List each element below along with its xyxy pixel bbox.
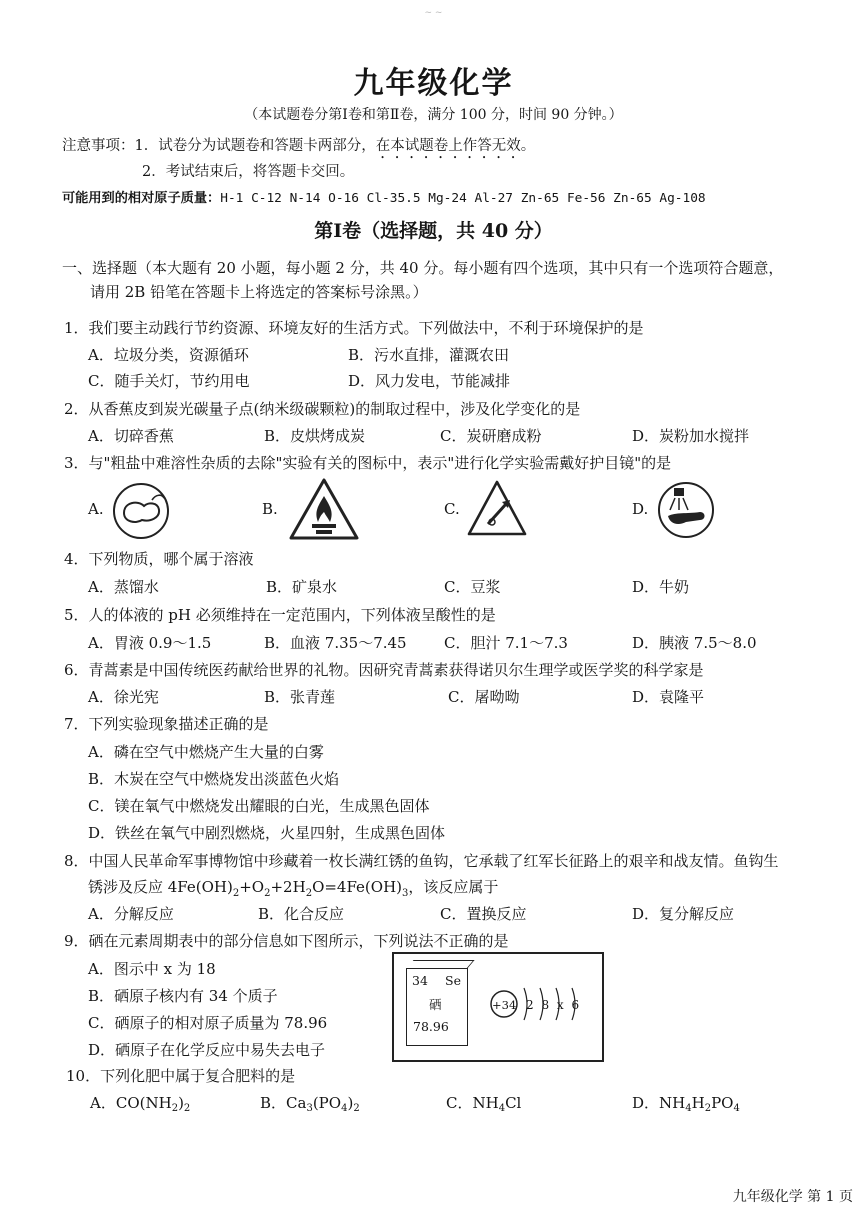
note-2: 2．考试结束后，将答题卡交回。	[142, 164, 355, 180]
q7-option-c: C．镁在氧气中燃烧发出耀眼的白光，生成黑色固体	[88, 797, 430, 815]
q10-a-label: A．	[90, 1094, 116, 1112]
q6-option-b: B．张青莲	[264, 688, 336, 706]
hand-wash-icon	[112, 482, 170, 540]
element-name: 硒	[429, 997, 442, 1012]
q7-option-a: A．磷在空气中燃烧产生大量的白雾	[88, 743, 324, 761]
q3-option-b: B.	[262, 500, 278, 518]
q8-option-d: D．复分解反应	[632, 905, 735, 923]
q2-option-b: B．皮烘烤成炭	[264, 427, 366, 445]
q4-option-b: B．矿泉水	[266, 578, 338, 596]
page-footer: 九年级化学 第 1 页	[732, 1189, 853, 1205]
notes-line-1	[62, 134, 535, 162]
safety-goggles-icon	[656, 480, 716, 540]
section-intro-2: 请用 2B 铅笔在答题卡上将选定的答案标号涂黑。）	[90, 283, 428, 301]
q2-option-c: C．炭研磨成粉	[440, 427, 542, 445]
q1-option-c: C．随手关灯，节约用电	[88, 372, 250, 390]
question-4-stem: 4．下列物质，哪个属于溶液	[64, 550, 254, 568]
note-1-text: 1．试卷分为试题卷和答题卡两部分，	[134, 138, 376, 154]
q8-option-c: C．置换反应	[440, 905, 527, 923]
q3-option-a: A.	[88, 500, 104, 518]
q7-option-b: B．木炭在空气中燃烧发出淡蓝色火焰	[88, 770, 340, 788]
q2-option-d: D．炭粉加水搅拌	[632, 427, 750, 445]
note-1-end: 。	[520, 138, 536, 154]
q9-option-a: A．图示中 x 为 18	[88, 960, 216, 978]
sharp-objects-warning-icon	[466, 478, 528, 538]
question-8-stem-2: 锈涉及反应 $4Fe(OH)_2+O_2+2H_2O=4Fe(OH)_3$，该反应属于	[88, 878, 499, 899]
q9-option-c: C．硒原子的相对原子质量为 78.96	[88, 1014, 328, 1032]
notes-label: 注意事项：	[62, 138, 135, 154]
q4-option-d: D．牛奶	[632, 578, 690, 596]
q9-option-b: B．硒原子核内有 34 个质子	[88, 987, 278, 1005]
q1-option-b: B．污水直排，灌溉农田	[348, 346, 510, 364]
selenium-figure	[392, 952, 604, 1062]
q3-option-d: D.	[632, 500, 649, 518]
atomic-mass-label: 可能用到的相对原子质量：	[62, 191, 221, 206]
section-intro-1: 一、选择题（本大题有 20 小题，每小题 2 分，共 40 分。每小题有四个选项，其中只有一个选项符合题意，	[62, 259, 784, 277]
q3-option-c: C.	[444, 500, 460, 518]
q6-option-d: D．袁隆平	[632, 688, 705, 706]
q6-option-c: C．屠呦呦	[448, 688, 520, 706]
question-10-stem: 10．下列化肥中属于复合肥料的是	[66, 1067, 296, 1085]
atomic-number: 34	[412, 973, 428, 988]
exam-subtitle: （本试题卷分第Ⅰ卷和第Ⅱ卷，满分 100 分，时间 90 分钟。）	[244, 107, 623, 123]
atomic-mass: 78.96	[413, 1019, 449, 1034]
note-1-emphasis: 在本试题卷上作答无效	[375, 138, 521, 154]
question-7-stem: 7．下列实验现象描述正确的是	[64, 715, 269, 733]
q1-option-d: D．风力发电，节能减排	[348, 372, 511, 390]
section-title: 第Ⅰ卷（选择题，共 40 分）	[314, 220, 553, 242]
q10-option-a: A．$CO(NH_2)_2$	[90, 1094, 191, 1114]
nucleus-charge: +34	[492, 998, 517, 1012]
q8-stem-post: ，该反应属于	[408, 878, 499, 896]
question-2-stem: 2．从香蕉皮到炭光碳量子点(纳米级碳颗粒)的制取过程中，涉及化学变化的是	[64, 400, 581, 418]
q6-option-a: A．徐光宪	[88, 688, 159, 706]
q5-option-a: A．胃液 0.9～1.5	[88, 634, 212, 652]
atomic-mass-values: H-1 C-12 N-14 O-16 Cl-35.5 Mg-24 Al-27 Zn-65 Fe-56 Zn-65 Ag-108	[220, 191, 706, 206]
q10-option-b: B．$Ca_3(PO_4)_2$	[260, 1094, 360, 1114]
q4-option-a: A．蒸馏水	[88, 578, 159, 596]
q2-option-a: A．切碎香蕉	[88, 427, 174, 445]
q8-option-b: B．化合反应	[258, 905, 345, 923]
q4-option-c: C．豆浆	[444, 578, 501, 596]
q8-option-a: A．分解反应	[88, 905, 174, 923]
q8-stem-pre: 锈涉及反应 4Fe(OH)	[88, 878, 233, 896]
q9-option-d: D．硒原子在化学反应中易失去电子	[88, 1041, 326, 1059]
q5-option-c: C．胆汁 7.1～7.3	[444, 634, 568, 652]
open-flame-warning-icon	[288, 476, 360, 542]
q10-b-label: B．	[260, 1094, 287, 1112]
q5-option-b: B．血液 7.35～7.45	[264, 634, 407, 652]
periodic-table-cell	[406, 968, 468, 1046]
scan-mark: ~ ~	[424, 8, 443, 18]
electron-shells: 2 8 x 6	[526, 998, 582, 1012]
element-symbol: Se	[445, 973, 461, 988]
question-3-stem: 3．与"粗盐中难溶性杂质的去除"实验有关的图标中，表示"进行化学实验需戴好护目镜"的是	[64, 454, 672, 472]
q7-option-d: D．铁丝在氧气中剧烈燃烧，火星四射，生成黑色固体	[88, 824, 446, 842]
question-5-stem: 5．人的体液的 pH 必须维持在一定范围内，下列体液呈酸性的是	[64, 606, 496, 624]
q10-c-label: C．	[446, 1094, 473, 1112]
q10-d-label: D．	[632, 1094, 660, 1112]
question-9-stem: 9．硒在元素周期表中的部分信息如下图所示，下列说法不正确的是	[64, 932, 509, 950]
q5-option-d: D．胰液 7.5～8.0	[632, 634, 757, 652]
exam-title: 九年级化学	[353, 66, 514, 101]
atomic-mass-line	[62, 187, 706, 206]
question-8-stem-1: 8．中国人民革命军事博物馆中珍藏着一枚长满红锈的鱼钩，它承载了红军长征路上的艰辛和战友情。鱼钩生	[64, 852, 779, 870]
q10-option-c: C．$NH_4Cl$	[446, 1094, 522, 1114]
q1-option-a: A．垃圾分类，资源循环	[88, 346, 249, 364]
question-1-stem: 1．我们要主动践行节约资源、环境友好的生活方式。下列做法中，不利于环境保护的是	[64, 319, 644, 337]
q10-option-d: D．$NH_4H_2PO_4$	[632, 1094, 740, 1114]
question-6-stem: 6．青蒿素是中国传统医药献给世界的礼物。因研究青蒿素获得诺贝尔生理学或医学奖的科学家是	[64, 661, 704, 679]
